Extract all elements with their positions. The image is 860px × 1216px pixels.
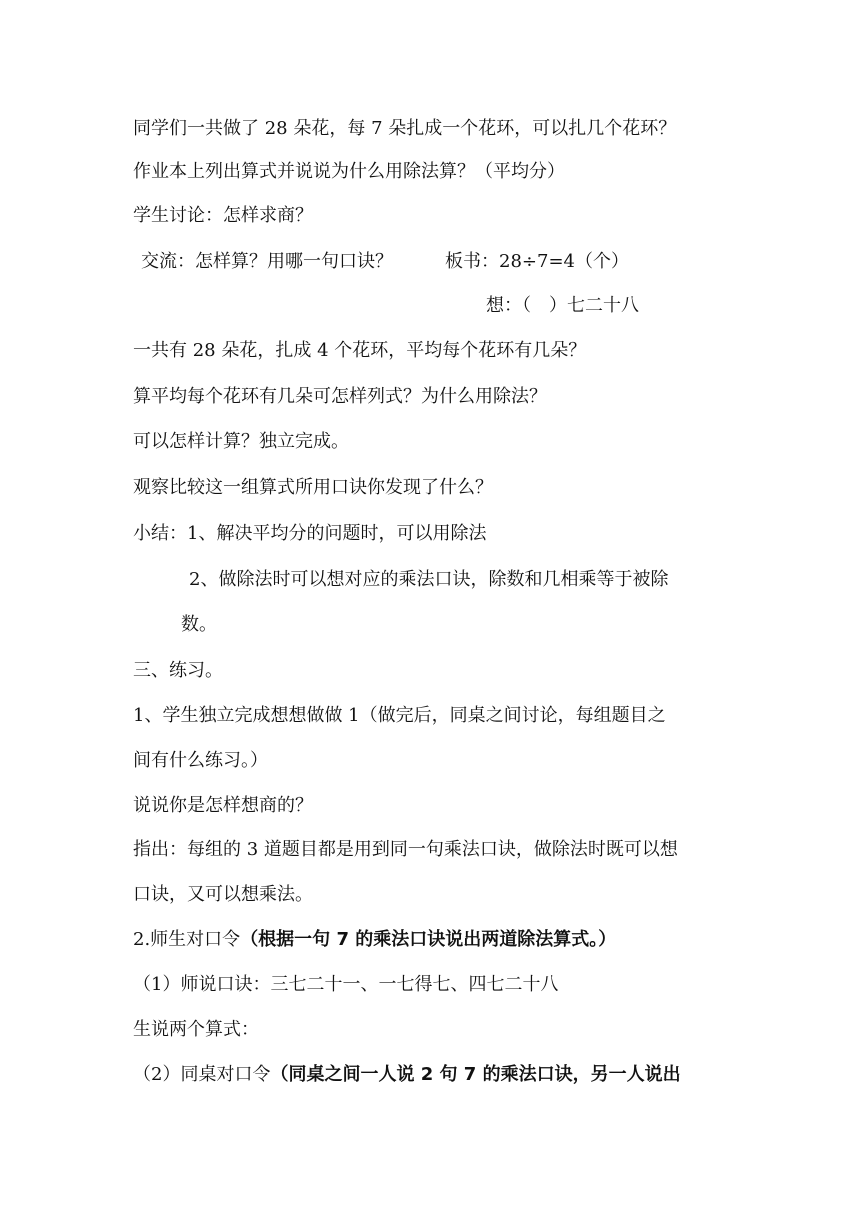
text-line: （1）师说口诀：三七二十一、一七得七、四七二十八 [133, 974, 559, 995]
text-line: 交流：怎样算？用哪一句口诀？ [141, 251, 393, 272]
summary-line: 小结：1、解决平均分的问题时，可以用除法 [133, 523, 487, 544]
summary-line: 2、做除法时可以想对应的乘法口诀，除数和几相乘等于被除 [189, 569, 669, 590]
activity-label: （2）同桌对口令 [133, 1064, 271, 1085]
text-line: 说说你是怎样想商的？ [133, 795, 313, 816]
text-line: 学生讨论：怎样求商？ [133, 205, 313, 226]
text-line: 算平均每个花环有几朵可怎样列式？为什么用除法？ [133, 386, 547, 407]
text-line: 1、学生独立完成想想做做 1（做完后，同桌之间讨论，每组题目之 [133, 705, 666, 726]
summary-line: 数。 [181, 614, 217, 635]
text-line: 口诀，又可以想乘法。 [133, 884, 313, 905]
text-line: 同学们一共做了 28 朵花，每 7 朵扎成一个花环，可以扎几个花环？ [133, 118, 677, 139]
text-line: 间有什么练习。） [133, 750, 268, 771]
text-line: 一共有 28 朵花，扎成 4 个花环，平均每个花环有几朵？ [133, 340, 587, 361]
section-heading: 三、练习。 [133, 660, 223, 681]
bold-instruction: （根据一句 7 的乘法口诀说出两道除法算式。） [240, 929, 617, 950]
text-line [133, 1063, 681, 1087]
board-writing: 板书：28÷7=4（个） [445, 251, 629, 272]
text-line: 可以怎样计算？独立完成。 [133, 431, 349, 452]
activity-label: 2.师生对口令 [133, 929, 241, 950]
text-line: 生说两个算式： [133, 1019, 259, 1040]
bold-instruction: （同桌之间一人说 2 句 7 的乘法口诀，另一人说出 [270, 1064, 681, 1085]
text-line [133, 928, 616, 952]
text-line: 观察比较这一组算式所用口诀你发现了什么？ [133, 477, 493, 498]
text-line: 作业本上列出算式并说说为什么用除法算？（平均分） [133, 161, 565, 182]
think-prompt: 想：（ ）七二十八 [486, 295, 639, 316]
text-line: 指出：每组的 3 道题目都是用到同一句乘法口诀，做除法时既可以想 [133, 839, 678, 860]
